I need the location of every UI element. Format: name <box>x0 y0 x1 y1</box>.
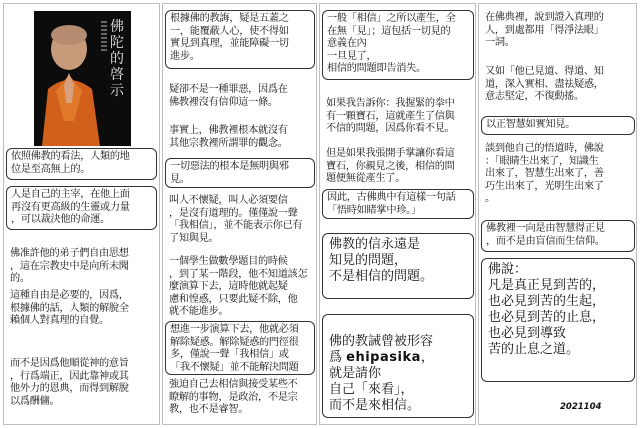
ancient-saying-box: 因此，古佛典中有這樣一句話 「悟時如睹掌中珍。」 <box>322 189 474 219</box>
faith-is-seeing-box: 佛教的信永遠是 知見的問題， 不是相信的問題。 <box>322 233 474 299</box>
ehipasika-box <box>322 314 474 418</box>
author-text-mark <box>101 21 107 51</box>
freedom-necessity-text: 這種自由是必要的，因爲， 根據佛的話，人類的解脫全 賴個人對真理的自覺。 <box>10 290 129 327</box>
self-master-box: 人是自己的主宰，在他上面 再沒有更高級的生靈或力量 ，可以裁決他的命運。 <box>6 186 157 230</box>
doubt-hindrance-box: 根據佛的教誨，疑是五蓋之 一，能覆蔽人心，使不得如 實見到真理，並能障礙一切 進步。 <box>165 10 315 69</box>
free-thought-text: 佛准許他的弟子們自由思想 ，這在宗教史中是向所未聞 的。 <box>10 248 129 285</box>
ignorance-root-box: 一切惡法的根本是無明與邪 見。 <box>165 158 315 188</box>
gem-in-fist-text: 如果我告訴你：我握緊的拳中 有一顆寶石，這就產生了信與 不信的問題，因爲你看不見。 <box>326 98 455 135</box>
not-by-god-text: 而不是因爲他順從神的意旨 ，行爲端正，因此靠神或其 他外力的恩典，而得到解脫 以爲酬傭。 <box>10 358 129 407</box>
book-cover-image <box>34 11 131 146</box>
open-palm-text: 但是如果我張開手掌讓你看這 寶石，你親見之後，相信的問 題便無從產生了。 <box>326 148 455 185</box>
true-wisdom-box: 以正智慧如實知見。 <box>481 116 635 135</box>
date-label: 2021104 <box>560 402 602 412</box>
four-truths-box: 佛說： 凡是真正見到苦的， 也必見到苦的生起， 也必見到苦的止息， 也必見到導致 苦的止息之道。 <box>481 258 635 382</box>
cover-title-char: 陀 <box>110 35 124 51</box>
human-status-box: 依照佛教的看法，人類的地 位是至高無上的。 <box>6 148 157 180</box>
dhamma-eye-text: 在佛典裡，說到證入真理的 人，到處都用「得淨法眼」 一詞。 <box>485 12 604 49</box>
resolve-doubt-box: 想進一步演算下去，他就必須 解除疑惑。解除疑惑的門徑很 多，僅說一聲「我相信」或 「我不懷疑」並不能解決問題 <box>165 321 315 375</box>
cover-title-char: 示 <box>110 83 124 99</box>
cover-title-char: 的 <box>110 51 124 67</box>
ehipasika-pre-text: 佛的教誡曾被形容 爲 <box>329 334 434 365</box>
doubt-not-sin-text: 疑卻不是一種罪惡，因爲在 佛教裡沒有信仰這一條。 <box>169 84 288 108</box>
cover-title-char: 佛 <box>110 19 124 35</box>
forced-belief-text: 強迫自己去相信與接受某些不 瞭解的事物，是政治，不是宗 教，也不是睿智。 <box>169 379 298 416</box>
seen-the-way-text: 又如「他已見道、得道、知 道，深入實相、盡祛疑惑， 意志堅定，不復動搖。 <box>485 66 604 103</box>
enlightenment-text: 談到他自己的悟道時，佛說 ：「眼睛生出來了，知識生 出來了，智慧生出來了，善 巧生出來了，光明生出來了 。 <box>485 143 604 205</box>
no-sin-concept-text: 事實上，佛教裡根本就沒有 其他宗教裡所謂罪的觀念。 <box>169 125 288 149</box>
cover-title <box>109 19 125 99</box>
no-reason-believe-text: 叫人不懷疑，叫人必須要信 ，是沒有道理的。僅僅說一聲 「我相信」，並不能表示你已有 了知與見。 <box>169 195 303 244</box>
ehipasika-post-text: ， 就是請你 自己「來看」， 而不是來相信。 <box>329 350 434 413</box>
math-student-text: 一個學生做數學題目的時候 ，到了某一階段，他不知道該怎 麼演算下去，這時他就起疑 慮和惶惑，只要此疑不除，他 就不能進步。 <box>169 256 308 318</box>
belief-arises-box: 一般「相信」之所以產生，全 在無「見」；這包括一切見的 意義在內 一旦見了， 相信的問題即告消失。 <box>322 10 474 80</box>
ehipasika-term: ehipasika <box>346 350 421 365</box>
cover-title-char: 啓 <box>110 67 124 83</box>
wisdom-not-faith-box: 佛教裡一向是由智慧得正見 ，而不是由盲信而生信仰。 <box>481 220 635 252</box>
